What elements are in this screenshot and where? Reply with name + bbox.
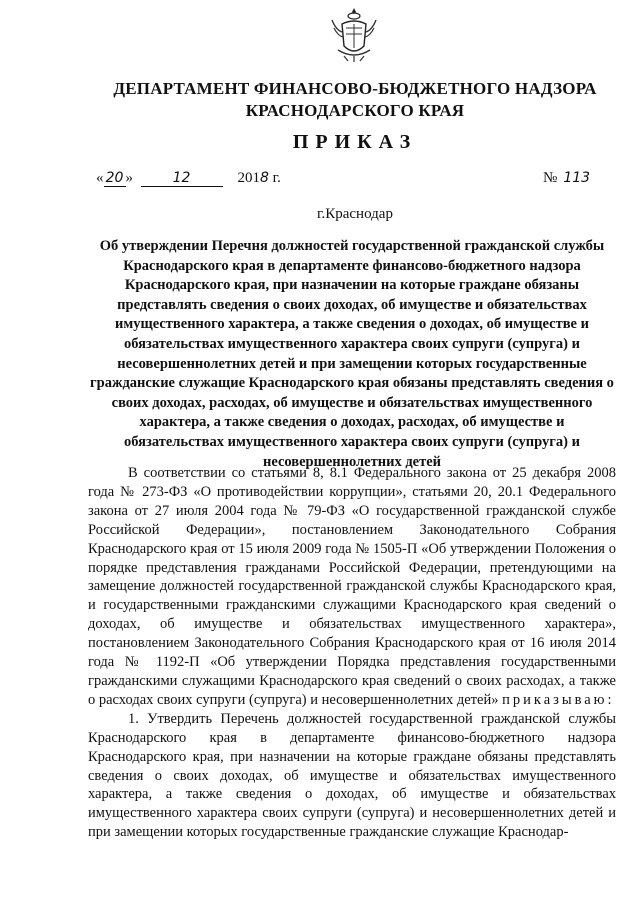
department-name — [60, 78, 640, 122]
order-number-value: 113 — [563, 170, 591, 186]
date-year-digit: 8 — [260, 170, 269, 186]
date-month: 12 — [141, 170, 223, 187]
body-paragraph-1 — [88, 464, 616, 710]
date-open-quote: « — [96, 170, 104, 186]
document-body — [88, 464, 616, 842]
document-title: ПРИКАЗ — [292, 131, 418, 153]
order-number-label: № — [543, 170, 558, 186]
department-name-line2: КРАСНОДАРСКОГО КРАЯ — [245, 101, 465, 120]
order-date — [96, 170, 281, 187]
date-day: 20 — [104, 170, 126, 187]
order-subject: Об утверждении Перечня должностей государственной гражданской службы Краснодарского края в департаменте финансово-бюджетного надзора Краснодарского края, при назначении на которые граждане обязаны представлять сведения о своих доходах, об имуществе и обязательствах имущественного характера, а также сведения о доходах, об имуществе и обязательствах имущественного характера своих супруги (супруга) и несовершеннолетних детей и при замещении которых государственные гражданские служащие Краснодарского края обязаны представлять сведения о своих доходах, расходах, об имуществе и обязательствах имущественного характера, а также сведения о доходах, расходах, об имуществе и обязательствах имущественного характера своих супруги (супруга) и несовершеннолетних детей — [90, 238, 614, 470]
body-paragraph-2: 1. Утвердить Перечень должностей государственной гражданской службы Краснодарского края в департаменте финансово-бюджетного надзора Краснодарского края, при назначении на которые граждане обязаны представлять сведения о своих доходах, об имуществе и обязательствах имущественного характера, а также сведения о доходах, об имуществе и обязательствах имущественного характера своих супруги (супруга) и несовершеннолетних детей и при замещении которых государственные гражданские служащие Краснодар- — [88, 710, 616, 841]
body-paragraph-1-text: В соответствии со статьями 8, 8.1 Федерального закона от 25 декабря 2008 года № 273-ФЗ «О противодействии коррупции», статьями 20, 20.1 Федерального закона от 27 июля 2004 года № 79-ФЗ «О государственной гражданской службе Российской Федерации», постановлением Законодательного Собрания Краснодарского края от 15 июля 2009 года № 1505-П «Об утверждении Положения о порядке представления гражданами Российской Федерации, претендующими на замещение должностей государственной гражданской службы Краснодарского края, и государственными гражданскими служащими Краснодарского края сведений о доходах, об имуществе и обязательствах имущественного характера», постановлением Законодательного Собрания Краснодарского края от 16 июля 2014 года № 1192-П «Об утверждении Порядка представления государственными гражданскими служащими Краснодарского края сведений о своих расходах, а также о расходах своих супруги (супруга) и несовершеннолетних детей» — [88, 465, 616, 708]
date-year-prefix: 201 — [237, 170, 260, 186]
date-close-quote: » — [125, 170, 133, 186]
date-year-suffix: г. — [272, 170, 281, 186]
order-number — [543, 170, 590, 187]
order-word: приказываю: — [502, 691, 615, 708]
department-name-line1: ДЕПАРТАМЕНТ ФИНАНСОВО-БЮДЖЕТНОГО НАДЗОРА — [113, 79, 597, 98]
city-name: г.Краснодар — [317, 206, 393, 222]
coat-of-arms-emblem — [330, 6, 378, 64]
